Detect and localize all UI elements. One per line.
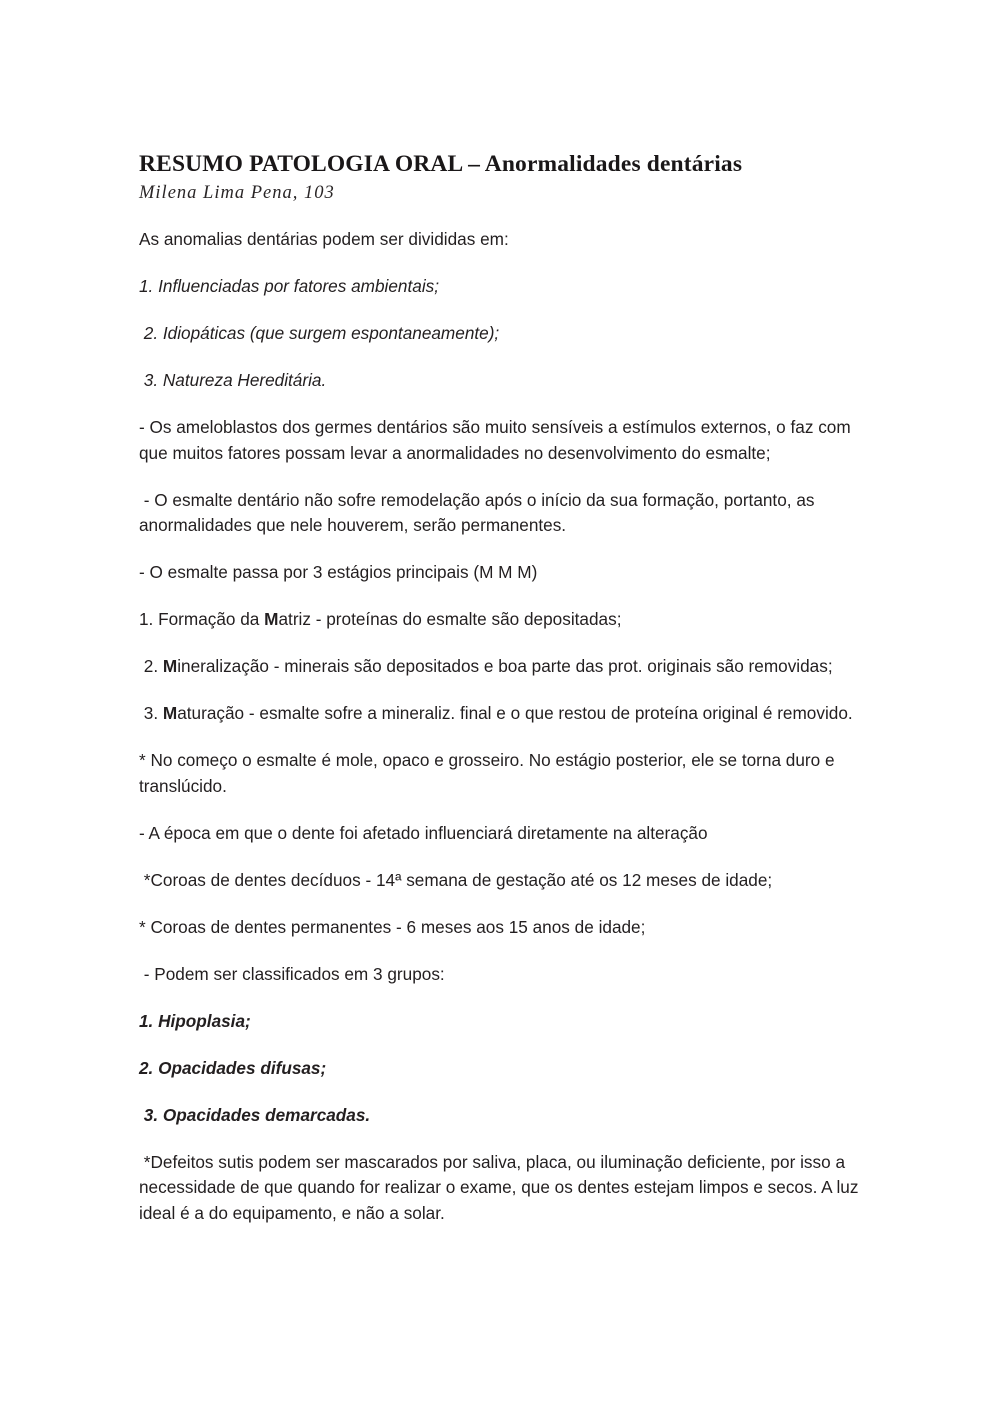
stage-3-prefix: 3. [139, 703, 163, 723]
list-item-group-3: 3. Opacidades demarcadas. [139, 1104, 371, 1125]
list-item-cause-2: 2. Idiopáticas (que surgem espontaneamente); [139, 323, 500, 343]
stage-1-rest: atriz - proteínas do esmalte são depositadas; [278, 609, 622, 629]
paragraph-texture-note: * No começo o esmalte é mole, opaco e grosseiro. No estágio posterior, ele se torna duro e translúcido. [139, 750, 840, 796]
list-item-stage-1 [139, 607, 874, 633]
list-item-group-2: 2. Opacidades difusas; [139, 1057, 327, 1078]
paragraph-stages-header: - O esmalte passa por 3 estágios principais (M M M) [139, 562, 538, 582]
list-item-group-1: 1. Hipoplasia; [139, 1010, 251, 1031]
stage-1-prefix: 1. Formação da [139, 609, 265, 629]
paragraph-groups-header: - Podem ser classificados em 3 grupos: [139, 963, 445, 984]
paragraph-deciduous-crowns: *Coroas de dentes decíduos - 14ª semana de gestação até os 12 meses de idade; [139, 869, 773, 890]
paragraph-closing-note: *Defeitos sutis podem ser mascarados por saliva, placa, ou iluminação deficiente, por isso a necessidade de que quando for realizar o exame, que os dentes estejam limpos e secos. A luz ideal é a do equipamento, e não a solar. [139, 1151, 864, 1223]
paragraph-remodeling: - O esmalte dentário não sofre remodelação após o início da sua formação, portanto, as anormalidades que nele houverem, serão permanentes. [139, 489, 820, 535]
list-item-stage-3 [139, 701, 874, 727]
stage-2-rest: ineralização - minerais são depositados e boa parte das prot. originais são removidas; [177, 656, 833, 676]
list-item-cause-1: 1. Influenciadas por fatores ambientais; [139, 276, 440, 296]
list-item-stage-2 [139, 654, 874, 680]
stage-3-lead-letter: M [162, 703, 178, 723]
paragraph-permanent-crowns: * Coroas de dentes permanentes - 6 meses aos 15 anos de idade; [139, 916, 646, 937]
stage-3-rest: aturação - esmalte sofre a mineraliz. final e o que restou de proteína original é removido. [177, 703, 853, 723]
paragraph-ameloblasts: - Os ameloblastos dos germes dentários são muito sensíveis a estímulos externos, o faz com que muitos fatores possam levar a anormalidades no desenvolvimento do esmalte; [139, 417, 856, 463]
paragraph-intro: As anomalias dentárias podem ser divididas em: [139, 229, 509, 249]
page-title: RESUMO PATOLOGIA ORAL – Anormalidades dentárias [139, 151, 743, 177]
stage-2-lead-letter: M [162, 656, 178, 676]
stage-2-prefix: 2. [139, 656, 163, 676]
stage-1-lead-letter: M [264, 609, 279, 629]
document-body [139, 150, 874, 1226]
author-line: Milena Lima Pena, 103 [139, 183, 335, 203]
paragraph-timing-note: - A época em que o dente foi afetado influenciará diretamente na alteração [139, 822, 708, 843]
list-item-cause-3: 3. Natureza Hereditária. [139, 370, 327, 390]
